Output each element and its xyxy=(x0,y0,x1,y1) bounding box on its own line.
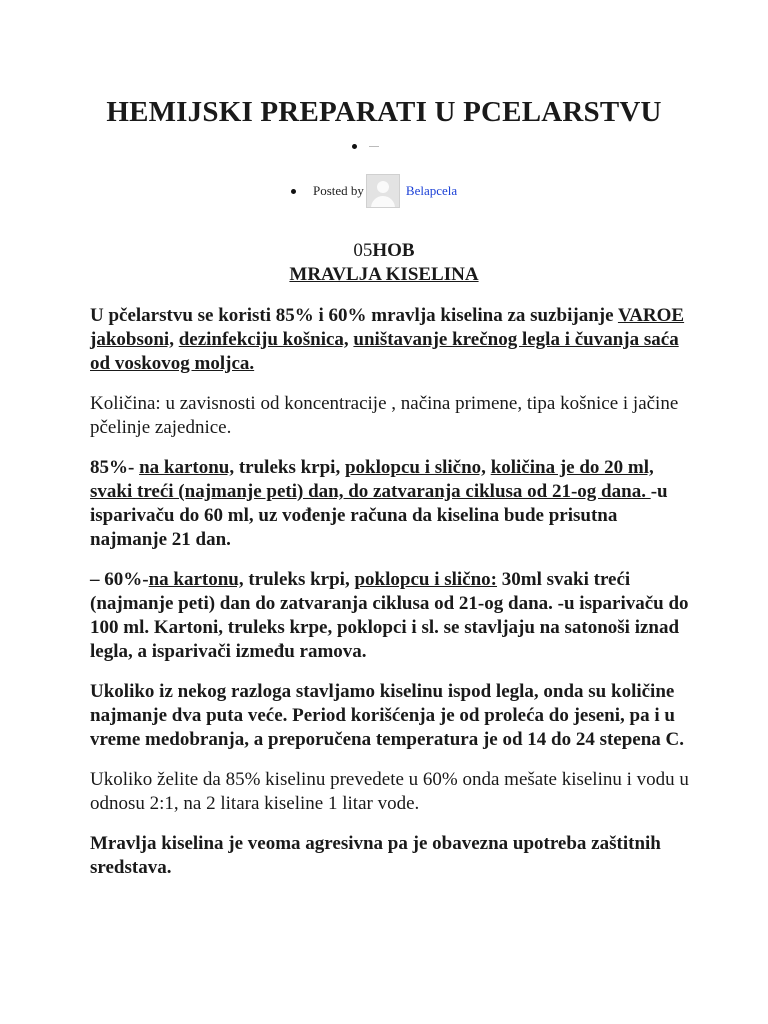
author-link[interactable]: Belapcela xyxy=(405,183,458,198)
paragraph-upozorenje: Mravlja kiselina je veoma agresivna pa je obavezna upotreba zaštitnih sredstava. xyxy=(90,833,661,878)
date-month: HOB xyxy=(372,240,415,261)
p60-karton: na kartonu, xyxy=(148,569,244,590)
p85-isparivac: -u isparivaču do 60 ml, uz vođenje računa da kiselina bude prisutna najmanje 21 dan. xyxy=(90,481,668,550)
paragraph-intro xyxy=(90,304,690,376)
p85-lead: 85%- xyxy=(90,457,140,478)
paragraph-60 xyxy=(90,568,690,664)
intro-underline-dezinfekcija: dezinfekciju košnica, xyxy=(178,329,349,350)
intro-text: U pčelarstvu se koristi 85% i 60% mravlja kiselina za suzbijanje xyxy=(90,305,618,326)
p85-karton: na kartonu, xyxy=(139,457,235,478)
paragraph-razblazivanje: Ukoliko želite da 85% kiselinu prevedete u 60% onda mešate kiselinu i vodu u odnosu 2:1, na 2 litara kiseline 1 litar vode. xyxy=(90,769,689,814)
section-heading: MRAVLJA KISELINA xyxy=(289,264,479,285)
post-meta xyxy=(291,174,457,208)
paragraph-85 xyxy=(90,456,690,552)
p85-truleks: truleks krpi, xyxy=(234,457,345,478)
intro-underline-legla: uništavanje krečnog legla i čuvanja saća od voskovog moljca. xyxy=(90,329,679,374)
bullet-icon xyxy=(352,144,357,149)
intro-underline-varoa: VAROE jakobsoni, xyxy=(90,305,685,350)
p85-poklopcu: poklopcu i slično, xyxy=(344,457,486,478)
paragraph-kolicina: Količina: u zavisnosti od koncentracije , načina primene, tipa košnice i jačine pčelinje zajednice. xyxy=(90,393,679,438)
bullet-icon xyxy=(291,189,296,194)
avatar[interactable] xyxy=(366,174,400,208)
separator-line xyxy=(369,146,379,147)
posted-by-label: Posted by xyxy=(313,183,364,198)
p60-poklopcu: poklopcu i slično: xyxy=(354,569,498,590)
page-title: HEMIJSKI PREPARATI U PCELARSTVU xyxy=(106,96,662,128)
avatar-head-shape xyxy=(377,181,389,193)
paragraph-ukoliko: Ukoliko iz nekog razloga stavljamo kiselinu ispod legla, onda su količine najmanje dva puta veće. Period korišćenja je od proleća do jeseni, pa i u vreme medobranja, a preporučena temperatura je od 14 do 24 stepena C. xyxy=(90,681,685,750)
p60-truleks: truleks krpi, xyxy=(243,569,355,590)
date-day: 05 xyxy=(353,240,373,261)
p60-lead: – 60%- xyxy=(90,569,149,590)
p85-kolicina: količina je do 20 ml, svaki treći (najmanje peti) dan, do zatvaranja ciklusa od 21-og dana. xyxy=(90,457,654,502)
article-body xyxy=(90,304,690,896)
p60-rest: 30ml svaki treći (najmanje peti) dan do zatvaranja ciklusa od 21-og dana. -u isparivaču do 100 ml. Kartoni, truleks krpe, poklopci i sl. se stavljaju na satonoši iznad legla, a isparivači između ramova. xyxy=(90,569,689,662)
title-meta-bullets xyxy=(352,138,379,154)
avatar-body-shape xyxy=(371,196,395,208)
post-date xyxy=(0,239,768,263)
